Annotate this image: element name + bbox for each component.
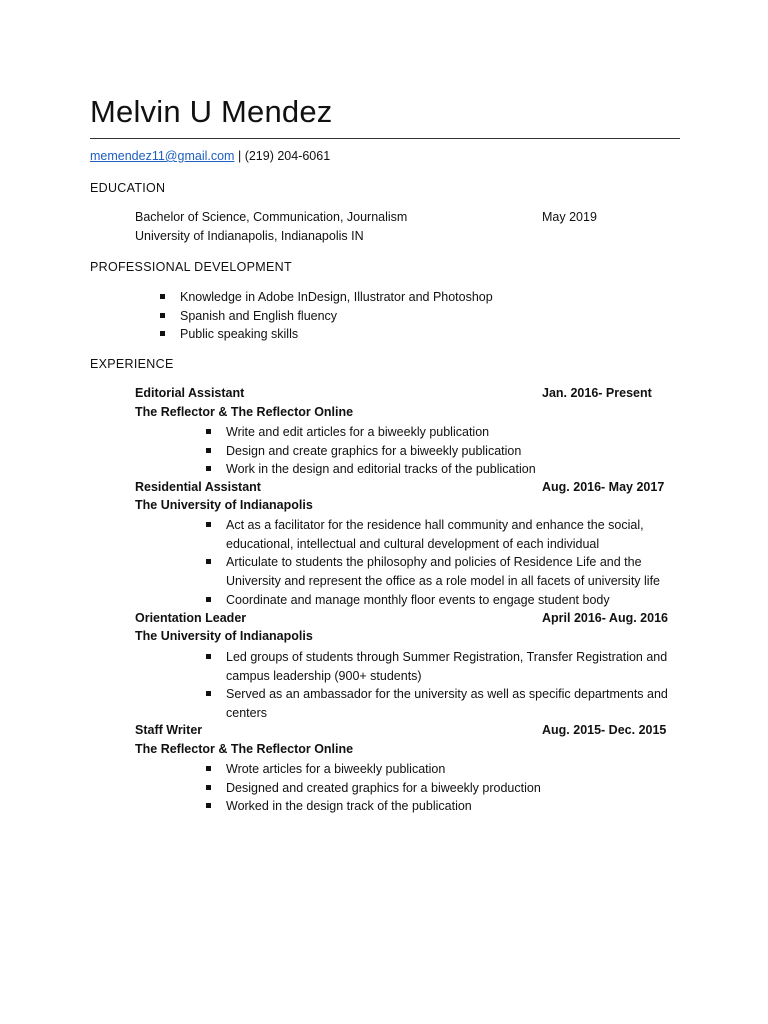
- phone-number: (219) 204-6061: [244, 149, 331, 163]
- contact-line: [90, 149, 330, 163]
- job-duties-list: [226, 423, 536, 479]
- list-item: Write and edit articles for a biweekly publication: [226, 423, 536, 442]
- list-item: Worked in the design track of the publication: [226, 797, 541, 816]
- list-item: Articulate to students the philosophy and policies of Residence Life and the: [226, 553, 660, 572]
- list-item-continuation: campus leadership (900+ students): [226, 668, 422, 683]
- education-school: University of Indianapolis, Indianapolis IN: [135, 229, 364, 243]
- job-title: Residential Assistant: [135, 480, 261, 494]
- experience-heading: EXPERIENCE: [90, 357, 174, 371]
- list-item: Coordinate and manage monthly floor events to engage student body: [226, 591, 660, 610]
- education-degree: Bachelor of Science, Communication, Journalism: [135, 210, 408, 224]
- job-dates: Aug. 2016- May 2017: [542, 480, 665, 494]
- job-organization: The Reflector & The Reflector Online: [135, 742, 354, 756]
- header-divider: [90, 138, 680, 139]
- list-item: Spanish and English fluency: [180, 307, 493, 326]
- list-item: Public speaking skills: [180, 325, 493, 344]
- professional-development-heading: PROFESSIONAL DEVELOPMENT: [90, 260, 292, 274]
- job-dates: Jan. 2016- Present: [542, 386, 652, 400]
- email-link[interactable]: memendez11@gmail.com: [90, 149, 235, 163]
- list-item: Knowledge in Adobe InDesign, Illustrator and Photoshop: [180, 288, 493, 307]
- candidate-name: Melvin U Mendez: [90, 94, 333, 129]
- list-item-continuation: University and represent the office as a role model in all facets of university life: [226, 574, 661, 589]
- job-duties-list: [226, 648, 668, 723]
- education-date: May 2019: [542, 210, 597, 224]
- list-item: Designed and created graphics for a biweekly production: [226, 779, 541, 798]
- list-item: Work in the design and editorial tracks of the publication: [226, 460, 536, 479]
- job-organization: The University of Indianapolis: [135, 498, 313, 512]
- job-dates: Aug. 2015- Dec. 2015: [542, 723, 667, 737]
- job-organization: The University of Indianapolis: [135, 629, 313, 643]
- list-item: Act as a facilitator for the residence hall community and enhance the social,: [226, 516, 660, 535]
- list-item-continuation: educational, intellectual and cultural development of each individual: [226, 536, 600, 551]
- job-dates: April 2016- Aug. 2016: [542, 611, 668, 625]
- list-item-continuation: centers: [226, 706, 267, 721]
- education-heading: EDUCATION: [90, 181, 166, 195]
- job-title: Editorial Assistant: [135, 386, 245, 400]
- job-duties-list: [226, 760, 541, 816]
- list-item: Design and create graphics for a biweekly publication: [226, 442, 536, 461]
- list-item: Served as an ambassador for the university as well as specific departments and: [226, 685, 668, 704]
- list-item: Led groups of students through Summer Registration, Transfer Registration and: [226, 648, 668, 667]
- contact-separator: |: [237, 149, 242, 163]
- skills-list: [180, 288, 493, 344]
- job-duties-list: [226, 516, 660, 610]
- job-title: Staff Writer: [135, 723, 203, 737]
- job-organization: The Reflector & The Reflector Online: [135, 405, 354, 419]
- job-title: Orientation Leader: [135, 611, 247, 625]
- list-item: Wrote articles for a biweekly publication: [226, 760, 541, 779]
